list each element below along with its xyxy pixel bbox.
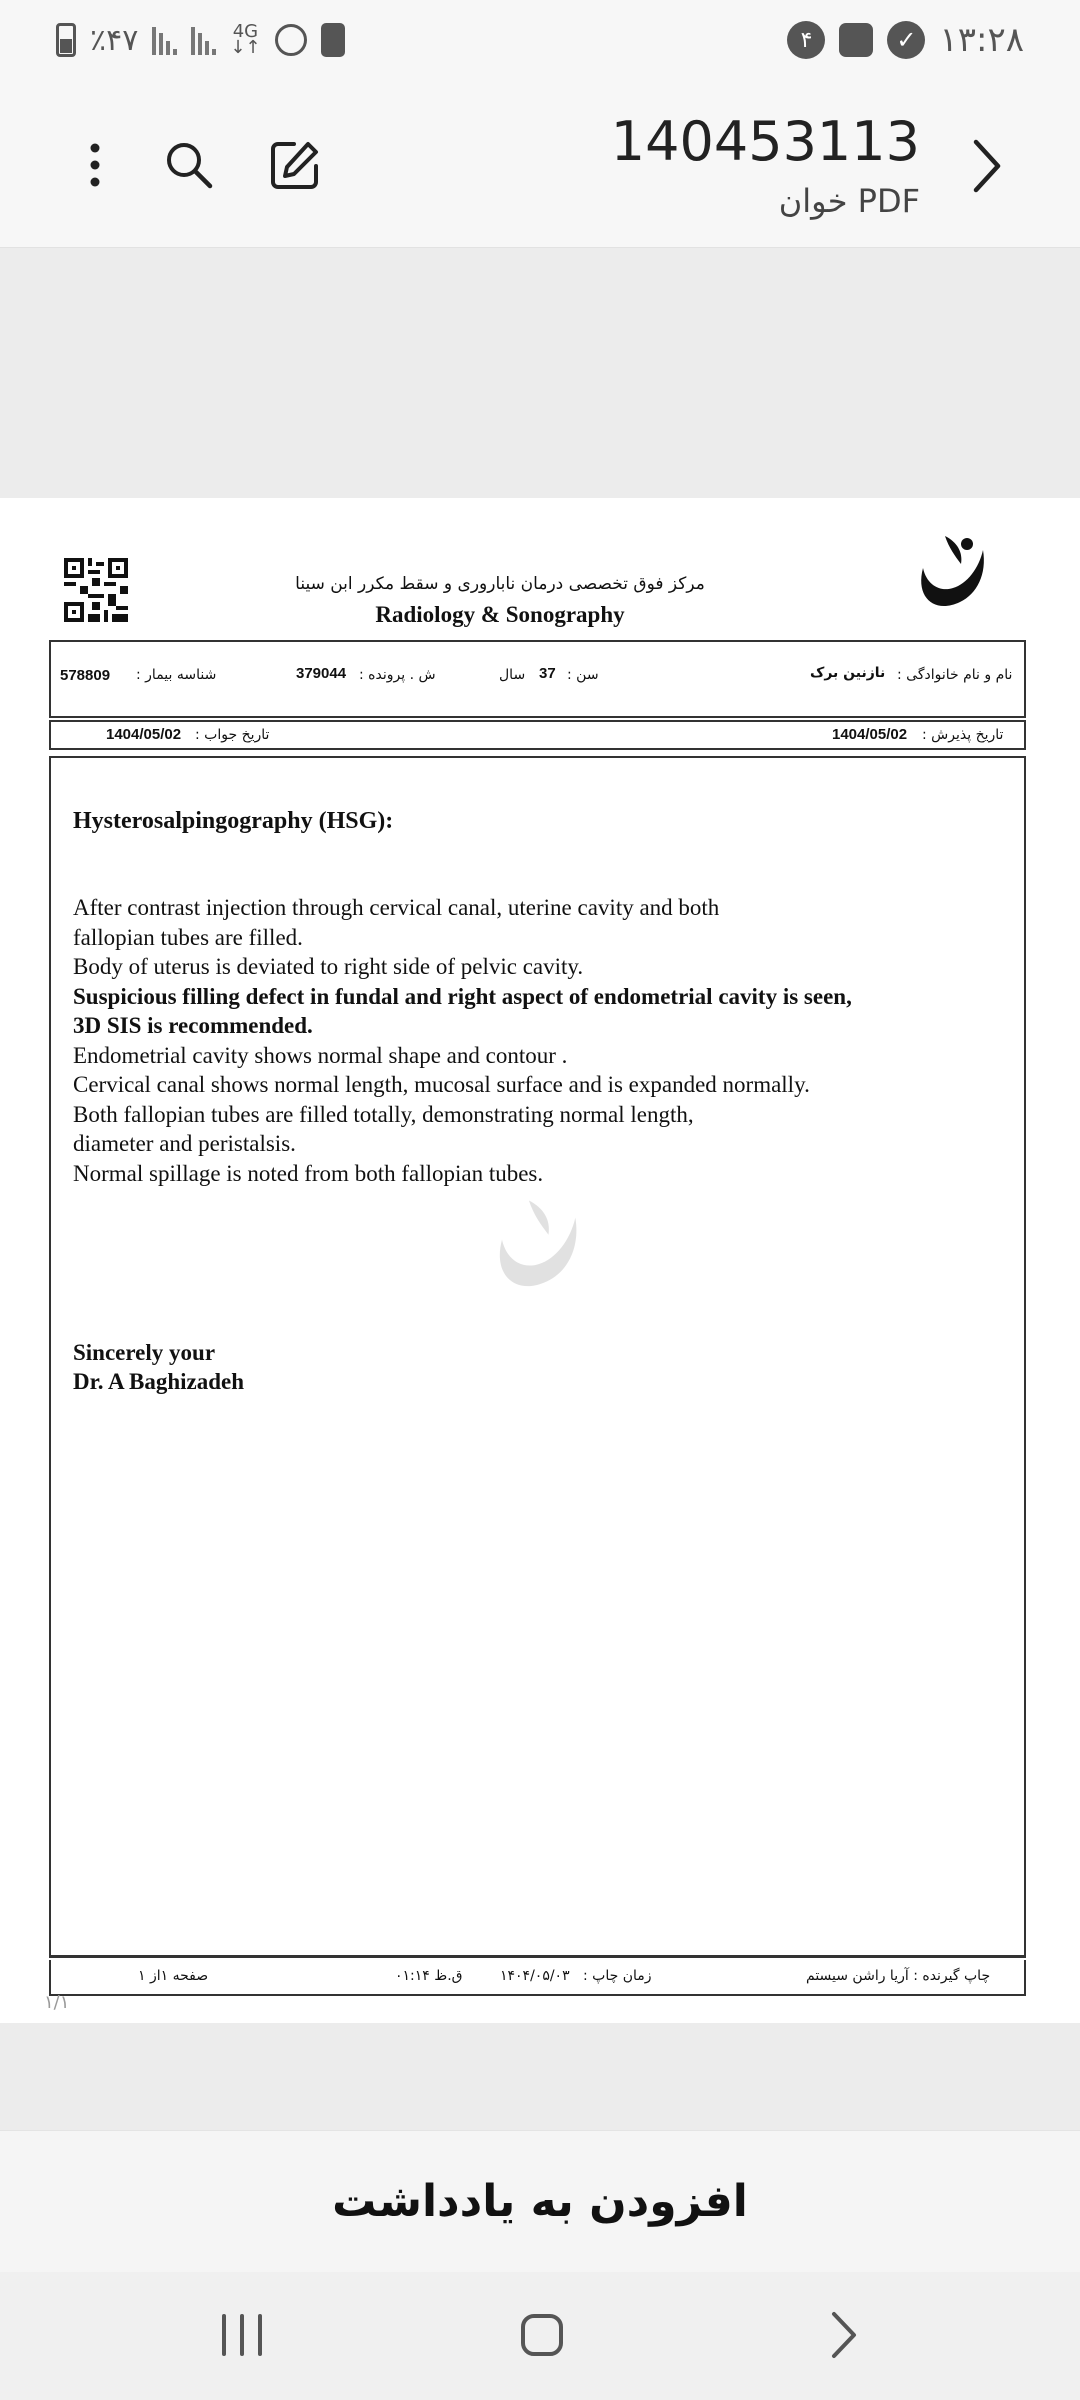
clinic-name-fa: مرکز فوق تخصصی درمان ناباروری و سقط مکرر ابن سینا xyxy=(295,574,705,594)
signature-block xyxy=(73,1338,244,1396)
viewer-margin-top xyxy=(0,248,1080,498)
report-line: diameter and peristalsis. xyxy=(73,1131,296,1156)
signal-icon xyxy=(152,25,177,55)
report-line-finding: Suspicious filling defect in fundal and right aspect of endometrial cavity is seen, xyxy=(73,983,852,1009)
report-line: After contrast injection through cervical canal, uterine cavity and both xyxy=(73,895,720,920)
status-right xyxy=(787,18,1024,62)
app-subtitle: PDF خوان xyxy=(778,182,920,220)
report-body xyxy=(73,808,1003,1188)
gallery-icon xyxy=(839,23,873,57)
report-line: fallopian tubes are filled. xyxy=(73,924,303,950)
add-to-note-label: افزودن به یادداشت xyxy=(332,2176,748,2227)
admission-date-label: تاریخ پذیرش : xyxy=(922,727,1004,743)
add-to-note-button[interactable] xyxy=(0,2130,1080,2272)
report-line: Both fallopian tubes are filled totally, demonstrating normal length, xyxy=(73,1101,694,1127)
clock: ۱۳:۲۸ xyxy=(939,20,1024,60)
signature-doctor: Dr. A Baghizadeh xyxy=(73,1369,245,1394)
file-number: 379044 xyxy=(296,665,347,682)
report-line-recommendation: 3D SIS is recommended. xyxy=(73,1013,313,1038)
system-nav-bar xyxy=(0,2272,1080,2400)
status-left xyxy=(56,18,345,62)
logo-watermark xyxy=(480,1188,590,1328)
age-value: 37 xyxy=(539,665,556,682)
report-line: Cervical canal shows normal length, mucosal surface and is expanded normally. xyxy=(73,1072,810,1097)
report-line: Body of uterus is deviated to right side of pelvic cavity. xyxy=(73,954,584,979)
report-title: Hysterosalpingography (HSG): xyxy=(73,808,394,834)
patient-id: 578809 xyxy=(60,667,111,684)
recent-apps-icon[interactable] xyxy=(218,2310,266,2360)
age-unit: سال xyxy=(499,667,526,683)
edit-icon[interactable] xyxy=(268,138,322,192)
app-bar xyxy=(0,80,1080,248)
back-chevron-icon[interactable] xyxy=(970,138,1004,194)
report-line: Endometrial cavity shows normal shape and contour . xyxy=(73,1042,568,1068)
pdf-page[interactable] xyxy=(0,498,1080,2023)
patient-name-label: نام و نام خانوادگی : xyxy=(897,667,1013,683)
home-icon[interactable] xyxy=(518,2310,566,2360)
page-indicator: ۱/۱ xyxy=(44,1992,70,2013)
notification-count-badge: ۴ xyxy=(787,21,825,59)
battery-icon xyxy=(56,23,76,57)
answer-date: 1404/05/02 xyxy=(106,726,182,743)
signature-closing: Sincerely your xyxy=(73,1340,216,1365)
clinic-logo xyxy=(905,528,995,638)
battery-percent: ٪۴۷ xyxy=(90,22,139,58)
more-options-icon[interactable] xyxy=(80,140,110,190)
admission-date: 1404/05/02 xyxy=(832,726,908,743)
back-icon[interactable] xyxy=(826,2310,860,2360)
signal-icon-2 xyxy=(191,25,216,55)
status-bar xyxy=(0,0,1080,80)
report-line: Normal spillage is noted from both fallopian tubes. xyxy=(73,1160,544,1186)
search-icon[interactable] xyxy=(164,140,214,190)
footer-print-date: ۱۴۰۴/۰۵/۰۳ xyxy=(500,1968,570,1984)
footer-print-clock: ق.ظ ۰۱:۱۴ xyxy=(395,1968,463,1984)
viewer-margin-bottom xyxy=(0,2023,1080,2130)
alarm-icon xyxy=(275,24,307,56)
network-type-icon: 4G ↓↑ xyxy=(230,21,261,58)
patient-id-label: شناسه بیمار : xyxy=(136,667,217,683)
document-title: 140453113 xyxy=(610,110,920,173)
patient-name: نازنین برک xyxy=(810,665,886,681)
footer-printer: چاپ گیرنده : آریا راشن سیستم xyxy=(806,1968,991,1984)
department-title: Radiology & Sonography xyxy=(375,602,625,627)
check-icon: ✓ xyxy=(887,21,925,59)
file-number-label: ش . پرونده : xyxy=(359,667,436,683)
age-label: سن : xyxy=(567,667,599,683)
footer-print-time-label: زمان چاپ : xyxy=(583,1968,652,1984)
answer-date-label: تاریخ جواب : xyxy=(195,727,270,743)
recycle-notification-icon xyxy=(321,23,345,57)
footer-page-number: صفحه ۱از ۱ xyxy=(138,1968,209,1984)
